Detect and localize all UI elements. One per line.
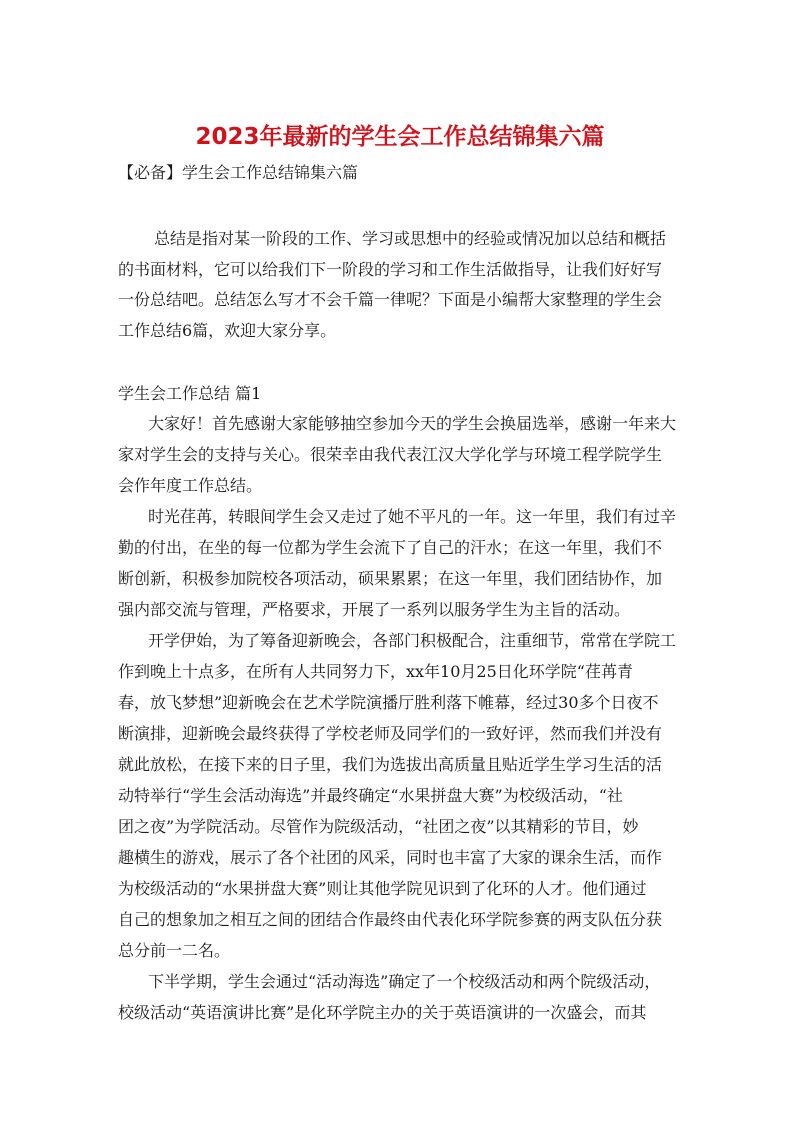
intro-line: 工作总结6篇，欢迎大家分享。 — [118, 320, 337, 340]
body-line: 春，放飞梦想”迎新晚会在艺术学院演播厅胜利落下帷幕，经过30多个日夜不 — [118, 693, 659, 712]
body-line: 强内部交流与管理，严格要求，开展了一系列以服务学生为主旨的活动。 — [118, 600, 631, 619]
body-line: 趣横生的游戏，展示了各个社团的风采，同时也丰富了大家的课余生活，而作 — [118, 848, 663, 867]
body-line: 家对学生会的支持与关心。很荣幸由我代表江汉大学化学与环境工程学院学生 — [118, 445, 663, 464]
document-title: 2023年最新的学生会工作总结锦集六篇 — [195, 124, 605, 150]
intro-paragraph — [118, 224, 684, 346]
body-line: 会作年度工作总结。 — [118, 476, 263, 495]
body-line: 为校级活动的“水果拼盘大赛”则让其他学院见识到了化环的人才。他们通过 — [118, 879, 647, 898]
intro-line: 一份总结吧。总结怎么写才不会千篇一律呢？下面是小编帮大家整理的学生会 — [118, 290, 663, 309]
body-line: 断演排，迎新晚会最终获得了学校老师及同学们的一致好评，然而我们并没有 — [118, 724, 663, 743]
body-line: 下半学期，学生会通过“活动海选”确定了一个校级活动和两个院级活动， — [148, 972, 661, 991]
body-line: 大家好！首先感谢大家能够抽空参加今天的学生会换届选举，感谢一年来大 — [148, 414, 677, 433]
document-subtitle: 【必备】学生会工作总结锦集六篇 — [118, 163, 359, 182]
body-line: 就此放松，在接下来的日子里，我们为选拔出高质量且贴近学生学习生活的活 — [118, 755, 663, 774]
body-line: 作到晚上十点多，在所有人共同努力下，xx年10月25日化环学院“荏苒青 — [118, 662, 633, 681]
body-line: 总分前一二名。 — [118, 941, 231, 960]
body-line: 动特举行“学生会活动海选”并最终确定“水果拼盘大赛”为校级活动，“社 — [118, 786, 623, 805]
intro-line: 总结是指对某一阶段的工作、学习或思想中的经验或情况加以总结和概括 — [154, 229, 667, 248]
intro-line: 的书面材料，它可以给我们下一阶段的学习和工作生活做指导，让我们好好写 — [118, 259, 663, 279]
body-line: 校级活动“英语演讲比赛”是化环学院主办的关于英语演讲的一次盛会，而其 — [118, 1003, 647, 1022]
body-line: 时光荏苒，转眼间学生会又走过了她不平凡的一年。这一年里，我们有过辛 — [148, 507, 677, 526]
body-line: 勤的付出，在坐的每一位都为学生会流下了自己的汗水；在这一年里，我们不 — [118, 538, 663, 557]
body-line: 团之夜”为学院活动。尽管作为院级活动，“社团之夜”以其精彩的节目，妙 — [118, 817, 639, 836]
section-body — [118, 408, 684, 1028]
section-heading: 学生会工作总结 篇1 — [118, 384, 262, 403]
body-line: 开学伊始，为了筹备迎新晚会，各部门积极配合，注重细节，常常在学院工 — [148, 631, 677, 650]
body-line: 断创新，积极参加院校各项活动，硕果累累；在这一年里，我们团结协作，加 — [118, 569, 663, 588]
body-line: 自己的想象加之相互之间的团结合作最终由代表化环学院参赛的两支队伍分获 — [118, 910, 663, 929]
